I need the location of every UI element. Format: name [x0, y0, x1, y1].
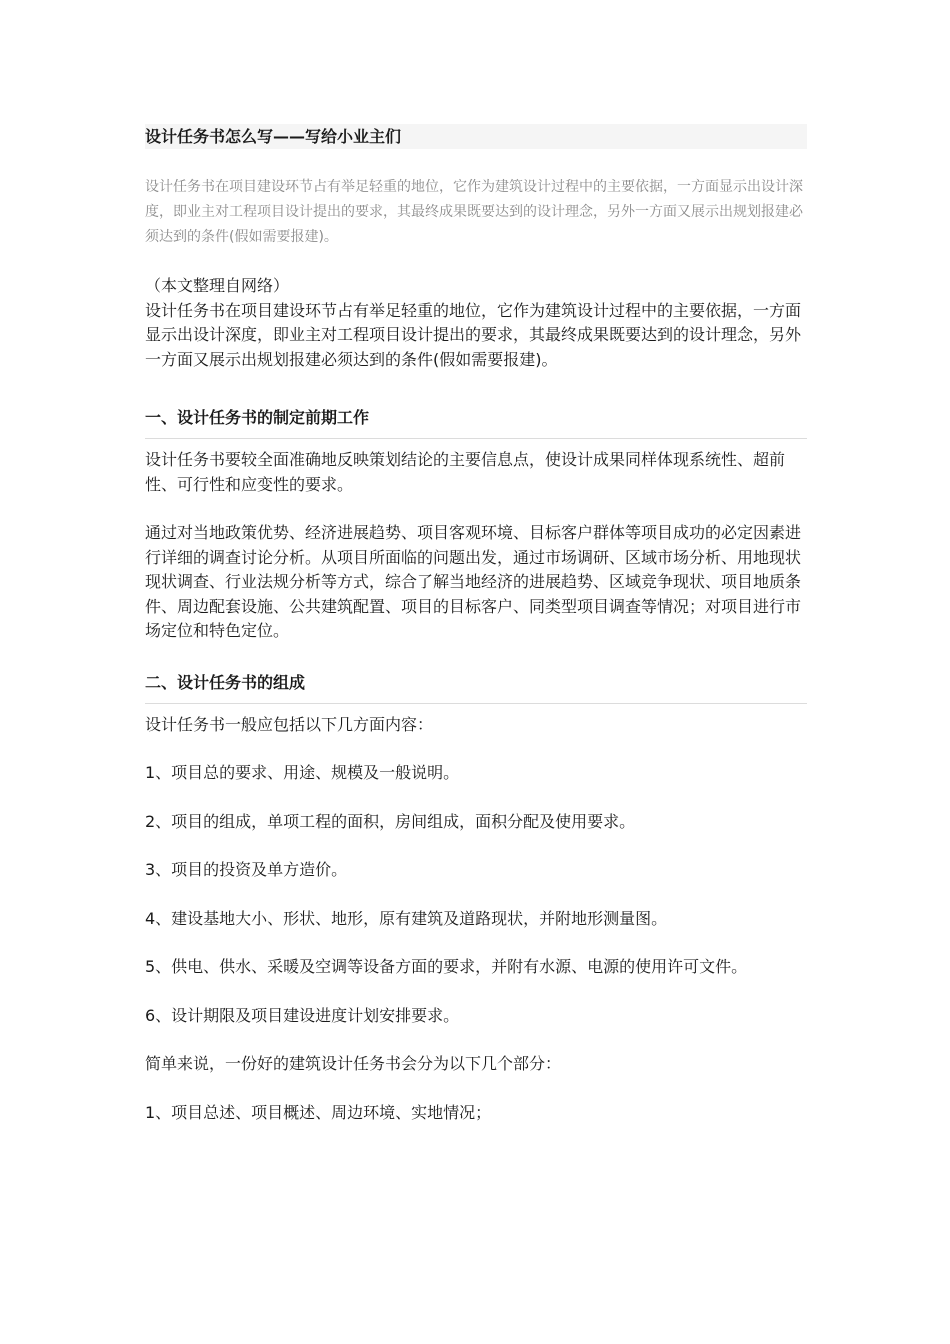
source-note: （本文整理自网络）	[145, 276, 290, 295]
list-item: 3、项目的投资及单方造价。	[145, 860, 348, 879]
list-item: 1、项目总述、项目概述、周边环境、实地情况；	[145, 1102, 492, 1122]
section1-paragraph: 通过对当地政策优势、经济进展趋势、项目客观环境、目标客户群体等项目成功的必定因素进行详细的调查讨论分析。从项目所面临的问题出发，通过市场调研、区域市场分析、用地现状现状调查、行业法规分析等方式，综合了解当地经济的进展趋势、区域竞争现状、项目地质条件、周边配套设施、公共建筑配置、项目的目标客户、同类型项目调查等情况；对项目进行市场定位和特色定位。	[145, 523, 802, 640]
section-heading-preparation: 一、设计任务书的制定前期工作	[145, 406, 807, 439]
list-item: 4、建设基地大小、形状、地形，原有建筑及道路现状，并附地形测量图。	[145, 908, 668, 928]
list-item: 5、供电、供水、采暖及空调等设备方面的要求，并附有水源、电源的使用许可文件。	[145, 957, 748, 976]
list-item: 1、项目总的要求、用途、规模及一般说明。	[145, 763, 460, 782]
list-item: 6、设计期限及项目建设进度计划安排要求。	[145, 1005, 460, 1025]
section1-paragraph: 设计任务书要较全面准确地反映策划结论的主要信息点，使设计成果同样体现系统性、超前性、可行性和应变性的要求。	[145, 450, 786, 494]
section2-lead: 设计任务书一般应包括以下几方面内容：	[145, 714, 434, 734]
document-title: 设计任务书怎么写——写给小业主们	[145, 124, 807, 149]
summary-lead: 简单来说，一份好的建筑设计任务书会分为以下几个部分：	[145, 1054, 562, 1073]
document-summary: 设计任务书在项目建设环节占有举足轻重的地位，它作为建筑设计过程中的主要依据，一方面显示出设计深度，即业主对工程项目设计提出的要求，其最终成果既要达到的设计理念，另外一方面又展示出规划报建必须达到的条件(假如需要报建)。	[145, 179, 803, 245]
intro-paragraph: 设计任务书在项目建设环节占有举足轻重的地位，它作为建筑设计过程中的主要依据，一方面显示出设计深度，即业主对工程项目设计提出的要求，其最终成果既要达到的设计理念，另外一方面又展示出规划报建必须达到的条件(假如需要报建)。	[145, 300, 802, 369]
list-item: 2、项目的组成，单项工程的面积，房间组成，面积分配及使用要求。	[145, 811, 636, 831]
section-heading-composition: 二、设计任务书的组成	[145, 671, 807, 704]
document-page	[145, 124, 807, 1125]
